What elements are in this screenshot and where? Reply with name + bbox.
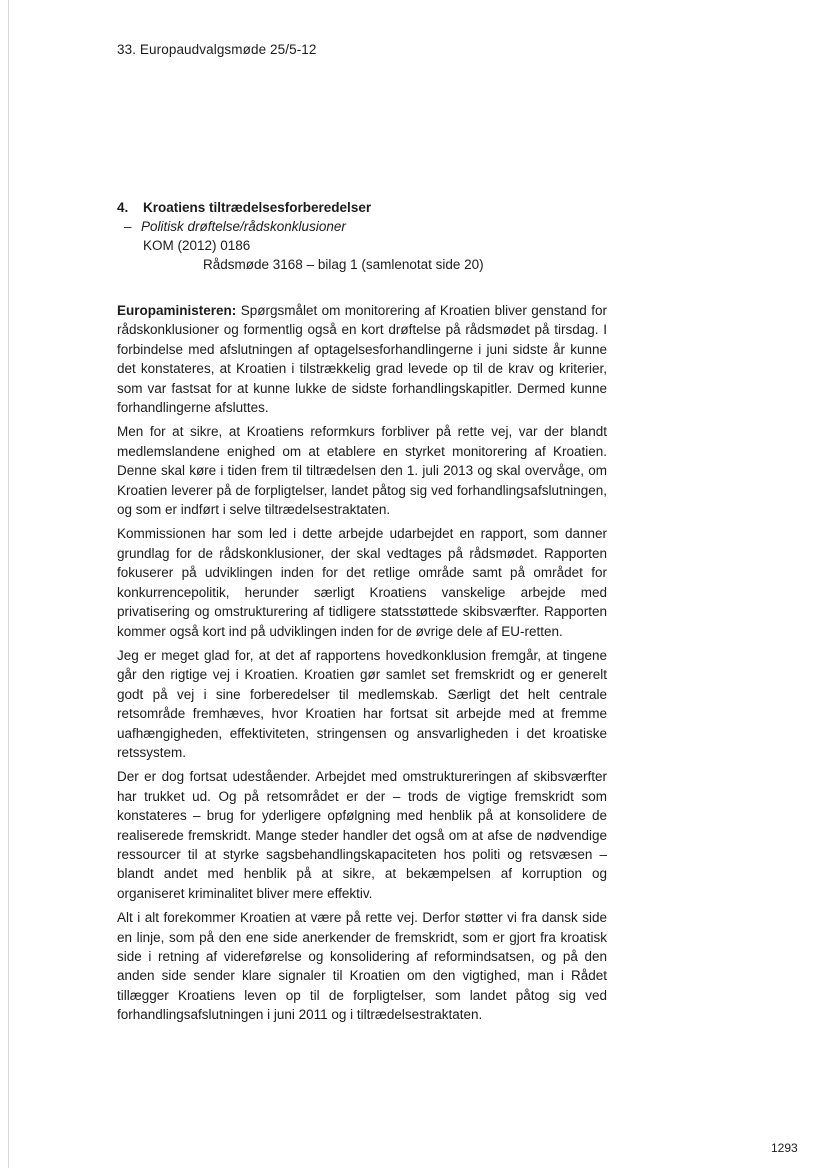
agenda-item-heading: Kroatiens tiltrædelsesforberedelser: [143, 200, 372, 215]
paragraph-6: Alt i alt forekommer Kroatien at være på rette vej. Derfor støtter vi fra dansk side en linje, som på den ene side anerkender de fremskridt, som er gjort fra kroatisk side i retning af videreførelse og konsolidering af reformindsatsen, og på den anden side sender klare signaler til Kroatien om den vigtighed, man i Rådet tillægger Kroatiens leven op til de forpligtelser, som landet påtog sig ved forhandlingsafslutningen i juni 2011 og i tiltrædelsestraktaten.: [117, 910, 607, 1023]
minutes-body: [117, 301, 607, 1030]
paragraph-3: Kommissionen har som led i dette arbejde udarbejdet en rapport, som danner grundlag for de rådskonklusioner, der skal vedtages på rådsmødet. Rapporten fokuserer på udviklingen inden for det retlige område samt på området for konkurrencepolitik, herunder særligt Kroatiens vanskelige arbejde med privatisering og omstrukturering af tidligere statsstøttede skibsværfter. Rapporten kommer også kort ind på udviklingen inden for de øvrige dele af EU-retten.: [117, 526, 607, 639]
paragraph-5: Der er dog fortsat udeståender. Arbejdet med omstruktureringen af skibsværfter har trukket ud. Og på retsområdet er der – trods de vigtige fremskridt som konstateres – brug for yderligere opfølgning med henblik på at konsolidere de realiserede fremskridt. Mange steder handler det også om at afse de nødvendige ressourcer til at styrke sagsbehandlingskapaciteten hos politi og retsvæsen – blandt andet med henblik på at sikre, at bekæmpelsen af korruption og organiseret kriminalitet bliver mere effektiv.: [117, 769, 607, 901]
paragraph-1-text: Spørgsmålet om monitorering af Kroatien bliver genstand for rådskonklusioner og formentlig også en kort drøftelse på rådsmødet på tirsdag. I forbindelse med afslutningen af optagelsesforhandlingerne i juni sidste år kunne det konstateres, at Kroatien i tilstrækkelig grad levede op til de krav og kriterier, som var fastsat for at kunne lukke de sidste forhandlingskapitler. Dermed kunne forhandlingerne afsluttes.: [117, 303, 607, 416]
paragraph-1: [117, 301, 607, 417]
agenda-item-subtitle: [117, 217, 677, 236]
paragraph-2: Men for at sikre, at Kroatiens reformkurs forbliver på rette vej, var der blandt medlemslandene enighed om at etablere en styrket monitorering af Kroatien. Denne skal køre i tiden frem til tiltrædelsen den 1. juli 2013 og skal overvåge, om Kroatien leverer på de forpligtelser, landet påtog sig ved forhandlingsafslutningen, og som er indført i selve tiltrædelsestraktaten.: [117, 424, 607, 518]
paragraph-4: Jeg er meget glad for, at det af rapportens hovedkonklusion fremgår, at tingene går den rigtige vej i Kroatien. Kroatien gør samlet set fremskridt og er generelt godt på vej i sine forberedelser til medlemskab. Særligt det helt centrale retsområde fremhæves, hvor Kroatien har fortsat sit arbejde med at fremme uafhængigheden, effektiviteten, stringensen og ansvarligheden i det kroatiske retssystem.: [117, 647, 607, 760]
page-number: 1293: [771, 1141, 798, 1155]
subtitle-text: Politisk drøftelse/rådskonklusioner: [141, 219, 346, 234]
agenda-item-reference: KOM (2012) 0186: [143, 238, 251, 253]
page-edge-line: [8, 0, 9, 1168]
speaker-label: Europaministeren:: [117, 303, 237, 318]
agenda-item-title: [117, 198, 677, 217]
meeting-header: 33. Europaudvalgsmøde 25/5-12: [117, 42, 317, 57]
subtitle-dash: –: [124, 219, 132, 234]
agenda-item-number: 4.: [117, 200, 129, 215]
agenda-item: [117, 198, 677, 274]
agenda-item-council-note: Rådsmøde 3168 – bilag 1 (samlenotat side 20): [203, 257, 484, 272]
